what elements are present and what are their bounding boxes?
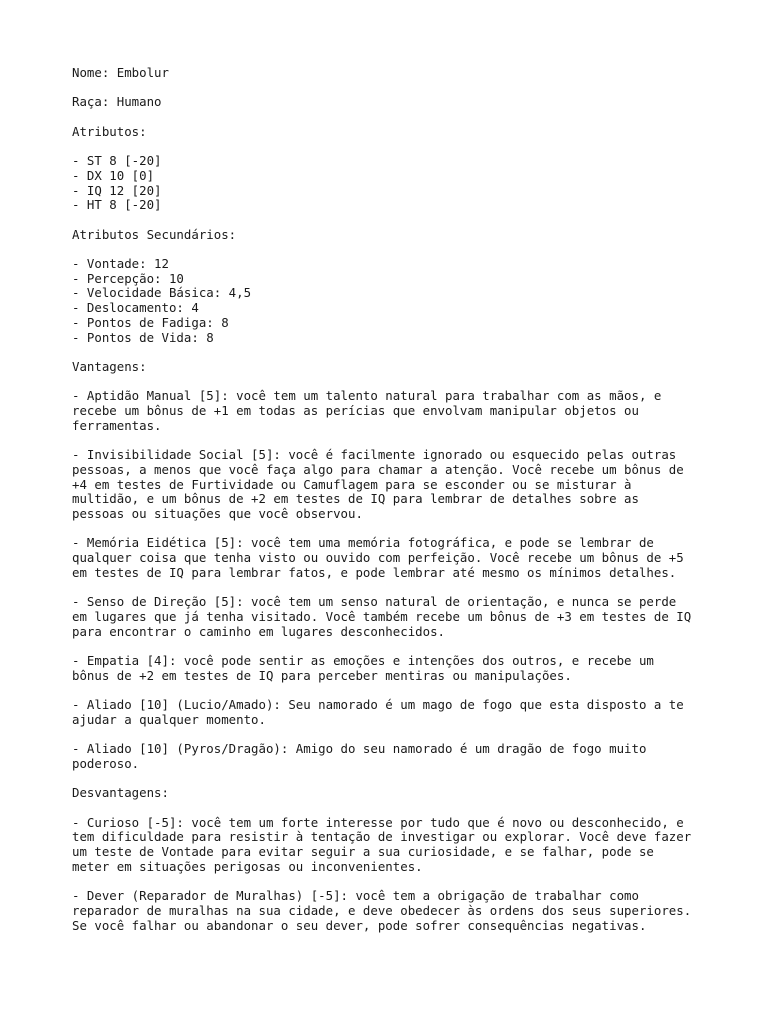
text-line: - Aliado [10] (Lucio/Amado): Seu namorado é um mago de fogo que esta disposto a te (72, 697, 684, 713)
text-line: ajudar a qualquer momento. (72, 711, 266, 727)
document-page (72, 66, 712, 933)
text-line: - Aptidão Manual [5]: você tem um talento natural para trabalhar com as mãos, e (72, 388, 662, 404)
text-line: - Deslocamento: 4 (72, 300, 199, 316)
text-line: - IQ 12 [20] (72, 182, 162, 198)
text-line: - DX 10 [0] (72, 167, 155, 183)
text-line: - Pontos de Fadiga: 8 (72, 314, 229, 330)
disadvantage-curioso (72, 816, 712, 875)
text-line: reparador de muralhas na sua cidade, e deve obedecer às ordens dos seus superiores. (72, 902, 692, 918)
text-line: Atributos: (72, 123, 147, 139)
text-line: - Aliado [10] (Pyros/Dragão): Amigo do seu namorado é um dragão de fogo muito (72, 741, 647, 757)
attributes-list (72, 154, 712, 213)
text-line: - Dever (Reparador de Muralhas) [-5]: você tem a obrigação de trabalhar como (72, 888, 639, 904)
secondary-attributes-list (72, 257, 712, 345)
advantage-aptidao-manual (72, 389, 712, 433)
text-line: - Memória Eidética [5]: você tem uma memória fotográfica, e pode se lembrar de (72, 535, 654, 551)
text-line: Atributos Secundários: (72, 226, 237, 242)
text-line: poderoso. (72, 755, 140, 771)
advantage-aliado-lucio (72, 698, 712, 727)
text-line: Nome: Embolur (72, 65, 169, 80)
advantage-invisibilidade-social (72, 448, 712, 522)
advantage-aliado-pyros (72, 742, 712, 771)
text-line: pessoas ou situações que você observou. (72, 505, 363, 521)
text-line: - Vontade: 12 (72, 256, 169, 272)
text-line: ferramentas. (72, 417, 162, 433)
text-line: - Percepção: 10 (72, 270, 184, 286)
text-line: - HT 8 [-20] (72, 197, 162, 213)
text-line: - Velocidade Básica: 4,5 (72, 285, 252, 301)
advantage-empatia (72, 654, 712, 683)
text-line: - Curioso [-5]: você tem um forte interesse por tudo que é novo ou desconhecido, e (72, 814, 684, 830)
secondary-attributes-heading (72, 228, 712, 243)
text-line: pessoas, a menos que você faça algo para chamar a atenção. Você recebe um bônus de (72, 461, 684, 477)
text-line: em lugares que já tenha visitado. Você também recebe um bônus de +3 em testes de IQ (72, 608, 692, 624)
name-line (72, 66, 712, 81)
text-line: qualquer coisa que tenha visto ou ouvido com perfeição. Você recebe um bônus de +5 (72, 550, 684, 566)
text-line: - Senso de Direção [5]: você tem um senso natural de orientação, e nunca se perde (72, 594, 677, 610)
text-line: meter em situações perigosas ou inconvenientes. (72, 858, 423, 874)
text-line: para encontrar o caminho em lugares desconhecidos. (72, 623, 445, 639)
text-line: Vantagens: (72, 358, 147, 374)
race-line (72, 95, 712, 110)
advantage-memoria-eidetica (72, 536, 712, 580)
text-line: Raça: Humano (72, 94, 162, 110)
text-line: Desvantagens: (72, 785, 169, 801)
text-line: um teste de Vontade para evitar seguir a sua curiosidade, e se falhar, pode se (72, 844, 654, 860)
text-line: - Empatia [4]: você pode sentir as emoções e intenções dos outros, e recebe um (72, 652, 654, 668)
disadvantages-heading (72, 786, 712, 801)
text-line: +4 em testes de Furtividade ou Camuflagem para se esconder ou se misturar à (72, 476, 632, 492)
text-line: multidão, e um bônus de +2 em testes de IQ para lembrar de detalhes sobre as (72, 491, 639, 507)
text-line: - ST 8 [-20] (72, 153, 162, 169)
text-line: - Pontos de Vida: 8 (72, 329, 214, 345)
text-line: bônus de +2 em testes de IQ para perceber mentiras ou manipulações. (72, 667, 572, 683)
advantage-senso-de-direcao (72, 595, 712, 639)
text-line: recebe um bônus de +1 em todas as perícias que envolvam manipular objetos ou (72, 403, 639, 419)
advantages-heading (72, 360, 712, 375)
text-line: Se você falhar ou abandonar o seu dever, pode sofrer consequências negativas. (72, 917, 647, 933)
text-line: - Invisibilidade Social [5]: você é facilmente ignorado ou esquecido pelas outras (72, 447, 677, 463)
text-line: em testes de IQ para lembrar fatos, e pode lembrar até mesmo os mínimos detalhes. (72, 564, 677, 580)
disadvantage-dever (72, 889, 712, 933)
attributes-heading (72, 125, 712, 140)
text-line: tem dificuldade para resistir à tentação de investigar ou explorar. Você deve fazer (72, 829, 692, 845)
